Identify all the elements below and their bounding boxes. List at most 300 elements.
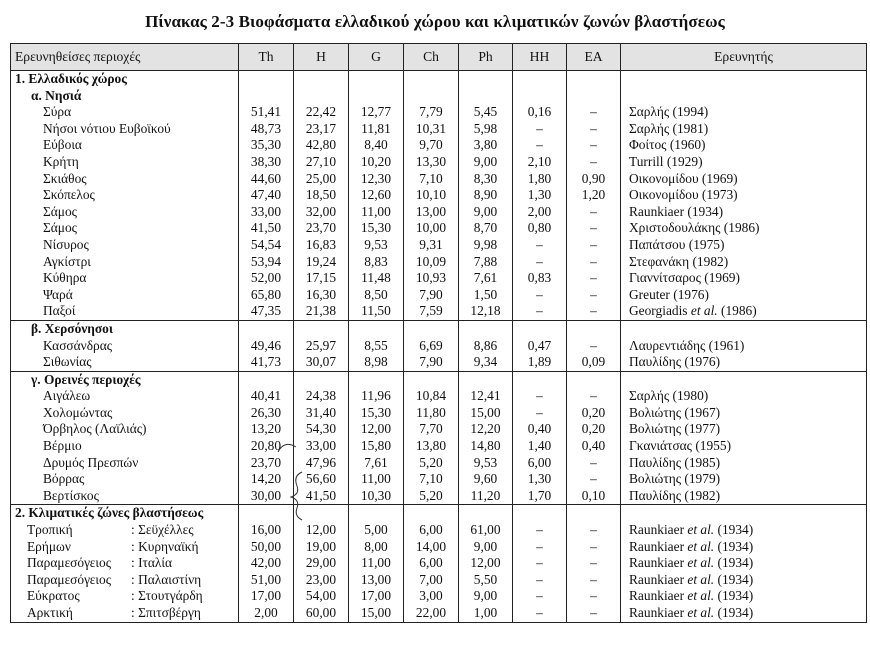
ph-value: 12,41 [459, 388, 513, 405]
zone-cell [11, 522, 239, 539]
region-name: Παξοί [11, 303, 239, 320]
zone-name: Παραμεσόγειος [27, 571, 112, 587]
ph-value: 3,80 [459, 137, 513, 154]
ch-value: 7,00 [404, 572, 459, 589]
empty-cell [404, 371, 459, 388]
ea-value: 0,09 [567, 354, 621, 371]
empty-cell [459, 71, 513, 88]
hh-value: – [513, 388, 567, 405]
zone-place: : Σπιτσβέργη [131, 605, 201, 620]
th-value: 47,40 [239, 187, 294, 204]
zone-place: : Κυρηναϊκή [131, 538, 199, 554]
zone-cell [11, 572, 239, 589]
researcher: Παυλίδης (1985) [621, 455, 867, 472]
section-heading-row [11, 505, 867, 522]
ch-value: 7,70 [404, 421, 459, 438]
th-value: 26,30 [239, 405, 294, 422]
researcher: Στεφανάκη (1982) [621, 254, 867, 271]
header-region: Ερευνηθείσες περιοχές [11, 44, 239, 71]
ea-value: – [567, 254, 621, 271]
empty-cell [459, 371, 513, 388]
hh-value: 0,83 [513, 270, 567, 287]
empty-cell [349, 371, 404, 388]
h-value: 56,60 [294, 471, 349, 488]
g-value: 11,00 [349, 204, 404, 221]
empty-cell [621, 505, 867, 522]
h-value: 23,70 [294, 220, 349, 237]
table-row [11, 287, 867, 304]
ch-value: 6,00 [404, 555, 459, 572]
ph-value: 5,98 [459, 121, 513, 138]
group-heading-row [11, 88, 867, 105]
researcher: Βολιώτης (1977) [621, 421, 867, 438]
researcher: Raunkiaer et al. (1934) [621, 539, 867, 556]
ch-value: 13,00 [404, 204, 459, 221]
h-value: 60,00 [294, 605, 349, 622]
g-value: 10,30 [349, 488, 404, 505]
th-value: 20,80 [239, 438, 294, 455]
ch-value: 7,90 [404, 287, 459, 304]
empty-cell [239, 88, 294, 105]
hh-value: – [513, 237, 567, 254]
table-row [11, 254, 867, 271]
h-value: 25,00 [294, 171, 349, 188]
ph-value: 15,00 [459, 405, 513, 422]
ch-value: 7,79 [404, 104, 459, 121]
ea-value: 0,90 [567, 171, 621, 188]
group-heading: α. Νησιά [11, 88, 239, 105]
table-row [11, 405, 867, 422]
hh-value: – [513, 303, 567, 320]
h-value: 16,83 [294, 237, 349, 254]
region-name: Κύθηρα [11, 270, 239, 287]
ph-value: 12,20 [459, 421, 513, 438]
empty-cell [513, 88, 567, 105]
th-value: 47,35 [239, 303, 294, 320]
ph-value: 11,20 [459, 488, 513, 505]
region-name: Σύρα [11, 104, 239, 121]
researcher: Βολιώτης (1967) [621, 405, 867, 422]
hh-value: – [513, 287, 567, 304]
zone-name: Ερήμων [27, 538, 71, 554]
ea-value: – [567, 455, 621, 472]
region-name: Βέρμιο [11, 438, 239, 455]
ea-value: 0,20 [567, 421, 621, 438]
h-value: 24,38 [294, 388, 349, 405]
empty-cell [567, 505, 621, 522]
ch-value: 7,59 [404, 303, 459, 320]
ch-value: 9,70 [404, 137, 459, 154]
ea-value: – [567, 104, 621, 121]
g-value: 12,00 [349, 421, 404, 438]
hh-value: 0,80 [513, 220, 567, 237]
hh-value: 0,40 [513, 421, 567, 438]
hh-value: 2,00 [513, 204, 567, 221]
ph-value: 9,53 [459, 455, 513, 472]
ea-value: – [567, 121, 621, 138]
researcher: Οικονομίδου (1969) [621, 171, 867, 188]
ph-value: 9,00 [459, 204, 513, 221]
g-value: 17,00 [349, 588, 404, 605]
ea-value: – [567, 137, 621, 154]
g-value: 5,00 [349, 522, 404, 539]
empty-cell [404, 88, 459, 105]
header-ch: Ch [404, 44, 459, 71]
g-value: 9,53 [349, 237, 404, 254]
h-value: 19,24 [294, 254, 349, 271]
ph-value: 5,50 [459, 572, 513, 589]
empty-cell [404, 71, 459, 88]
empty-cell [239, 505, 294, 522]
th-value: 41,50 [239, 220, 294, 237]
h-value: 22,42 [294, 104, 349, 121]
ch-value: 10,93 [404, 270, 459, 287]
th-value: 35,30 [239, 137, 294, 154]
hh-value: – [513, 522, 567, 539]
g-value: 15,30 [349, 405, 404, 422]
empty-cell [239, 71, 294, 88]
th-value: 14,20 [239, 471, 294, 488]
region-name: Δρυμός Πρεσπών [11, 455, 239, 472]
empty-cell [621, 88, 867, 105]
empty-cell [513, 371, 567, 388]
region-name: Βόρρας [11, 471, 239, 488]
empty-cell [349, 505, 404, 522]
table-row [11, 421, 867, 438]
zone-row [11, 539, 867, 556]
g-value: 15,00 [349, 605, 404, 622]
zone-name: Τροπική [27, 522, 73, 538]
region-name: Αγκίστρι [11, 254, 239, 271]
researcher: Φοίτος (1960) [621, 137, 867, 154]
table-row [11, 204, 867, 221]
ea-value: – [567, 270, 621, 287]
h-value: 30,07 [294, 354, 349, 371]
table-row [11, 187, 867, 204]
ea-value: – [567, 204, 621, 221]
researcher: Οικονομίδου (1973) [621, 187, 867, 204]
h-value: 32,00 [294, 204, 349, 221]
researcher: Turrill (1929) [621, 154, 867, 171]
region-name: Σκόπελος [11, 187, 239, 204]
th-value: 38,30 [239, 154, 294, 171]
ch-value: 5,20 [404, 455, 459, 472]
region-name: Σάμος [11, 220, 239, 237]
hh-value: 2,10 [513, 154, 567, 171]
ch-value: 10,10 [404, 187, 459, 204]
h-value: 18,50 [294, 187, 349, 204]
table-row [11, 354, 867, 371]
table-row [11, 154, 867, 171]
empty-cell [294, 505, 349, 522]
zone-name: Παραμεσόγειος [27, 555, 112, 571]
zone-cell [11, 539, 239, 556]
empty-cell [513, 320, 567, 337]
empty-cell [404, 505, 459, 522]
ea-value: 1,20 [567, 187, 621, 204]
researcher: Σαρλής (1980) [621, 388, 867, 405]
table-row [11, 338, 867, 355]
h-value: 27,10 [294, 154, 349, 171]
h-value: 17,15 [294, 270, 349, 287]
g-value: 11,50 [349, 303, 404, 320]
g-value: 12,30 [349, 171, 404, 188]
hh-value: 1,30 [513, 187, 567, 204]
g-value: 8,55 [349, 338, 404, 355]
g-value: 12,77 [349, 104, 404, 121]
empty-cell [513, 71, 567, 88]
empty-cell [294, 320, 349, 337]
ch-value: 10,09 [404, 254, 459, 271]
hh-value: – [513, 555, 567, 572]
section-heading-row [11, 71, 867, 88]
th-value: 23,70 [239, 455, 294, 472]
header-ea: EA [567, 44, 621, 71]
g-value: 8,40 [349, 137, 404, 154]
g-value: 11,81 [349, 121, 404, 138]
g-value: 15,80 [349, 438, 404, 455]
th-value: 54,54 [239, 237, 294, 254]
empty-cell [349, 88, 404, 105]
g-value: 11,00 [349, 555, 404, 572]
ch-value: 7,10 [404, 171, 459, 188]
table-row [11, 121, 867, 138]
researcher: Raunkiaer et al. (1934) [621, 605, 867, 622]
table-row [11, 455, 867, 472]
hh-value: – [513, 405, 567, 422]
ch-value: 6,00 [404, 522, 459, 539]
region-name: Σιθωνίας [11, 354, 239, 371]
th-value: 40,41 [239, 388, 294, 405]
ph-value: 12,00 [459, 555, 513, 572]
hh-value: 1,89 [513, 354, 567, 371]
ch-value: 11,80 [404, 405, 459, 422]
region-name: Κρήτη [11, 154, 239, 171]
g-value: 13,00 [349, 572, 404, 589]
ph-value: 1,00 [459, 605, 513, 622]
researcher: Σαρλής (1981) [621, 121, 867, 138]
zone-place: : Στουτγάρδη [131, 588, 203, 604]
ea-value: – [567, 220, 621, 237]
researcher: Βολιώτης (1979) [621, 471, 867, 488]
region-name: Χολομώντας [11, 405, 239, 422]
researcher: Raunkiaer et al. (1934) [621, 555, 867, 572]
header-researcher: Ερευνητής [621, 44, 867, 71]
hh-value: – [513, 254, 567, 271]
g-value: 8,83 [349, 254, 404, 271]
table-row [11, 137, 867, 154]
th-value: 16,00 [239, 522, 294, 539]
table-row [11, 438, 867, 455]
g-value: 11,96 [349, 388, 404, 405]
group-heading-row [11, 371, 867, 388]
table-title: Πίνακας 2-3 Βιοφάσματα ελλαδικού χώρου και κλιματικών ζωνών βλαστήσεως [145, 12, 725, 31]
h-value: 29,00 [294, 555, 349, 572]
empty-cell [349, 71, 404, 88]
ph-value: 1,50 [459, 287, 513, 304]
researcher: Raunkiaer et al. (1934) [621, 522, 867, 539]
hh-value: – [513, 572, 567, 589]
ph-value: 8,90 [459, 187, 513, 204]
hh-value: – [513, 121, 567, 138]
researcher: Λαυρεντιάδης (1961) [621, 338, 867, 355]
ph-value: 9,00 [459, 539, 513, 556]
region-name: Νίσυρος [11, 237, 239, 254]
empty-cell [349, 320, 404, 337]
empty-cell [294, 71, 349, 88]
hh-value: 6,00 [513, 455, 567, 472]
h-value: 47,96 [294, 455, 349, 472]
h-value: 25,97 [294, 338, 349, 355]
header-row [11, 44, 867, 71]
ph-value: 14,80 [459, 438, 513, 455]
table-body [11, 71, 867, 623]
h-value: 42,80 [294, 137, 349, 154]
region-name: Κασσάνδρας [11, 338, 239, 355]
g-value: 11,48 [349, 270, 404, 287]
hh-value: 1,80 [513, 171, 567, 188]
ch-value: 7,90 [404, 354, 459, 371]
empty-cell [567, 71, 621, 88]
zone-place: : Παλαιστίνη [131, 571, 202, 587]
ea-value: – [567, 338, 621, 355]
h-value: 54,00 [294, 588, 349, 605]
ea-value: – [567, 388, 621, 405]
ea-value: – [567, 471, 621, 488]
empty-cell [239, 320, 294, 337]
h-value: 41,50 [294, 488, 349, 505]
hh-value: 1,70 [513, 488, 567, 505]
h-value: 12,00 [294, 522, 349, 539]
zone-cell [11, 555, 239, 572]
ch-value: 6,69 [404, 338, 459, 355]
th-value: 2,00 [239, 605, 294, 622]
ea-value: – [567, 605, 621, 622]
group-heading: γ. Ορεινές περιοχές [11, 371, 239, 388]
h-value: 16,30 [294, 287, 349, 304]
th-value: 51,00 [239, 572, 294, 589]
hh-value: 0,47 [513, 338, 567, 355]
table-row [11, 303, 867, 320]
ea-value: 0,10 [567, 488, 621, 505]
ch-value: 10,00 [404, 220, 459, 237]
empty-cell [294, 371, 349, 388]
table-row [11, 488, 867, 505]
header-h: H [294, 44, 349, 71]
g-value: 7,61 [349, 455, 404, 472]
th-value: 49,46 [239, 338, 294, 355]
region-name: Αιγάλεω [11, 388, 239, 405]
ch-value: 13,30 [404, 154, 459, 171]
ea-value: 0,40 [567, 438, 621, 455]
zone-row [11, 605, 867, 622]
region-name: Εύβοια [11, 137, 239, 154]
th-value: 42,00 [239, 555, 294, 572]
ea-value: 0,20 [567, 405, 621, 422]
th-value: 13,20 [239, 421, 294, 438]
ea-value: – [567, 522, 621, 539]
researcher: Raunkiaer (1934) [621, 204, 867, 221]
g-value: 15,30 [349, 220, 404, 237]
ch-value: 5,20 [404, 488, 459, 505]
zone-name: Εύκρατος [27, 588, 80, 604]
researcher: Γιαννίτσαρος (1969) [621, 270, 867, 287]
th-value: 65,80 [239, 287, 294, 304]
empty-cell [294, 88, 349, 105]
header-ph: Ph [459, 44, 513, 71]
empty-cell [459, 88, 513, 105]
ch-value: 10,84 [404, 388, 459, 405]
empty-cell [239, 371, 294, 388]
ea-value: – [567, 237, 621, 254]
ph-value: 7,88 [459, 254, 513, 271]
ea-value: – [567, 555, 621, 572]
empty-cell [621, 371, 867, 388]
ph-value: 9,00 [459, 588, 513, 605]
hh-value: – [513, 588, 567, 605]
researcher: Χριστοδουλάκης (1986) [621, 220, 867, 237]
empty-cell [459, 505, 513, 522]
hh-value: – [513, 137, 567, 154]
zone-place: : Ιταλία [131, 555, 173, 571]
ch-value: 14,00 [404, 539, 459, 556]
ch-value: 13,80 [404, 438, 459, 455]
ea-value: – [567, 572, 621, 589]
zone-row [11, 588, 867, 605]
h-value: 33,00 [294, 438, 349, 455]
ea-value: – [567, 303, 621, 320]
empty-cell [621, 320, 867, 337]
th-value: 41,73 [239, 354, 294, 371]
researcher: Raunkiaer et al. (1934) [621, 572, 867, 589]
ch-value: 22,00 [404, 605, 459, 622]
header-hh: HH [513, 44, 567, 71]
header-th: Th [239, 44, 294, 71]
ch-value: 9,31 [404, 237, 459, 254]
table-row [11, 270, 867, 287]
ph-value: 12,18 [459, 303, 513, 320]
g-value: 8,98 [349, 354, 404, 371]
g-value: 11,00 [349, 471, 404, 488]
ph-value: 7,61 [459, 270, 513, 287]
g-value: 8,00 [349, 539, 404, 556]
hh-value: – [513, 605, 567, 622]
table-row [11, 471, 867, 488]
ph-value: 61,00 [459, 522, 513, 539]
th-value: 48,73 [239, 121, 294, 138]
hh-value: 0,16 [513, 104, 567, 121]
zone-place: : Σεϋχέλλες [131, 522, 194, 538]
researcher: Georgiadis et al. (1986) [621, 303, 867, 320]
th-value: 17,00 [239, 588, 294, 605]
hh-value: 1,40 [513, 438, 567, 455]
th-value: 52,00 [239, 270, 294, 287]
zone-cell [11, 605, 239, 622]
h-value: 21,38 [294, 303, 349, 320]
section-heading: 2. Κλιματικές ζώνες βλαστήσεως [11, 505, 239, 522]
hh-value: – [513, 539, 567, 556]
th-value: 33,00 [239, 204, 294, 221]
group-heading: β. Χερσόνησοι [11, 320, 239, 337]
researcher: Παυλίδης (1976) [621, 354, 867, 371]
ea-value: – [567, 154, 621, 171]
ph-value: 9,34 [459, 354, 513, 371]
ph-value: 9,00 [459, 154, 513, 171]
th-value: 30,00 [239, 488, 294, 505]
header-g: G [349, 44, 404, 71]
empty-cell [404, 320, 459, 337]
table-row [11, 237, 867, 254]
